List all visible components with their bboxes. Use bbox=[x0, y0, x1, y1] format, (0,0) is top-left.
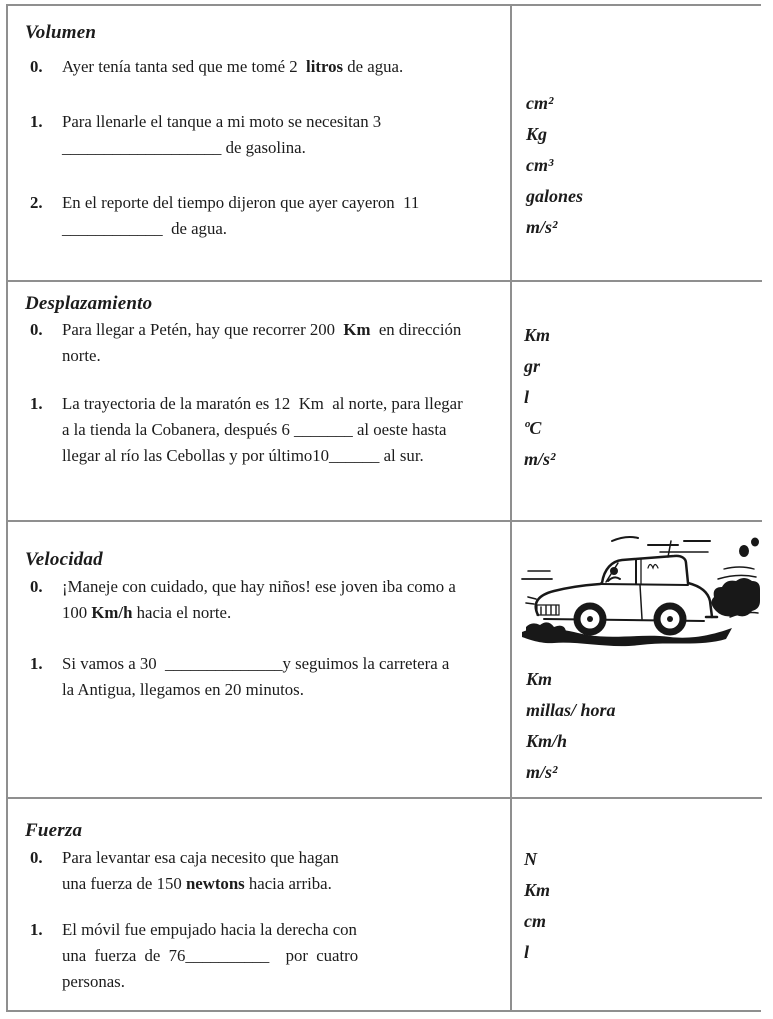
question-body bbox=[62, 317, 508, 369]
question bbox=[25, 574, 506, 626]
question-body bbox=[62, 109, 506, 161]
question-number: 2. bbox=[30, 193, 43, 212]
unit-options-list bbox=[524, 320, 760, 475]
text-segment: 100 bbox=[62, 603, 92, 622]
section-volumen bbox=[8, 6, 512, 282]
question-line: Para levantar esa caja necesito que hagan bbox=[62, 848, 339, 867]
question-body bbox=[62, 391, 508, 469]
text-segment: Ayer tenía tanta sed que me tomé 2 bbox=[62, 57, 307, 76]
section-title-volumen: Volumen bbox=[25, 22, 97, 43]
question-line: En el reporte del tiempo dijeron que ayer cayeron 11 bbox=[62, 193, 420, 212]
unit-option: galones bbox=[526, 186, 584, 206]
unit-option: Km/h bbox=[526, 731, 568, 751]
question-line: El móvil fue empujado hacia la derecha con bbox=[62, 920, 357, 939]
question bbox=[25, 54, 506, 80]
section-fuerza bbox=[8, 799, 512, 1010]
answer-unit-bold: Km bbox=[343, 320, 371, 339]
section-title-fuerza: Fuerza bbox=[25, 820, 83, 841]
question-number: 1. bbox=[30, 920, 43, 939]
question-body bbox=[62, 651, 506, 703]
unit-option: m/s² bbox=[526, 762, 558, 782]
answer-unit-bold: litros bbox=[306, 57, 344, 76]
question-line-with-blank: llegar al río las Cebollas y por último10______ al sur. bbox=[62, 446, 424, 465]
question-line-with-blank: a la tienda la Cobanera, después 6 _______ al oeste hasta bbox=[62, 420, 447, 439]
question-line: personas. bbox=[62, 972, 125, 991]
question bbox=[25, 190, 506, 242]
answer-unit-bold: Km/h bbox=[91, 603, 133, 622]
question bbox=[25, 317, 508, 369]
section-velocidad bbox=[8, 522, 512, 799]
question-line: ¡Maneje con cuidado, que hay niños! ese joven iba como a bbox=[62, 577, 456, 596]
question-line: Para llenarle el tanque a mi moto se necesitan 3 bbox=[62, 112, 382, 131]
question-line-with-blank: Si vamos a 30 ______________y seguimos la carretera a bbox=[62, 654, 450, 673]
question-line-with-blank: una fuerza de 76__________ por cuatro bbox=[62, 946, 359, 965]
unit-option: cm bbox=[524, 911, 546, 931]
unit-options-list bbox=[516, 664, 760, 788]
question-number: 0. bbox=[30, 57, 43, 76]
unit-option: Km bbox=[524, 325, 551, 345]
speeding-car-sketch-image bbox=[520, 529, 760, 653]
unit-option: l bbox=[524, 387, 530, 407]
text-segment: Para llegar a Petén, hay que recorrer 200 bbox=[62, 320, 344, 339]
question-body bbox=[62, 54, 506, 80]
question-number: 1. bbox=[30, 394, 43, 413]
unit-option: m/s² bbox=[524, 449, 556, 469]
unit-option: millas/ hora bbox=[526, 700, 616, 720]
unit-options-velocidad bbox=[512, 522, 762, 799]
unit-option: gr bbox=[524, 356, 541, 376]
units-worksheet-table bbox=[6, 4, 761, 1012]
question-line bbox=[62, 54, 506, 80]
question bbox=[25, 845, 506, 897]
answer-unit-bold: newtons bbox=[185, 874, 245, 893]
unit-options-volumen bbox=[512, 6, 762, 282]
question-line: La trayectoria de la maratón es 12 Km al norte, para llegar bbox=[62, 394, 463, 413]
unit-option: Kg bbox=[526, 124, 548, 144]
section-title-velocidad: Velocidad bbox=[25, 549, 103, 570]
unit-option: Km bbox=[524, 880, 551, 900]
text-segment: de agua. bbox=[343, 57, 404, 76]
text-segment: en dirección bbox=[370, 320, 462, 339]
unit-option: Km bbox=[526, 669, 553, 689]
section-title-desplazamiento: Desplazamiento bbox=[25, 293, 153, 314]
question-number: 0. bbox=[30, 577, 43, 596]
question-line bbox=[62, 317, 508, 343]
unit-option: ºC bbox=[524, 418, 542, 438]
unit-option: cm² bbox=[526, 93, 554, 113]
section-desplazamiento bbox=[8, 282, 512, 522]
question-number: 0. bbox=[30, 848, 43, 867]
unit-option: m/s² bbox=[526, 217, 558, 237]
unit-options-list bbox=[524, 844, 760, 968]
question-body bbox=[62, 845, 506, 897]
text-segment: una fuerza de 150 bbox=[62, 874, 186, 893]
unit-option: N bbox=[524, 849, 537, 869]
question-line bbox=[62, 600, 506, 626]
question-body bbox=[62, 190, 506, 242]
question-line-with-blank: ___________________ de gasolina. bbox=[62, 138, 306, 157]
question-number: 0. bbox=[30, 320, 43, 339]
unit-options-fuerza bbox=[512, 799, 762, 1010]
question-body bbox=[62, 574, 506, 626]
question-line-with-blank: ____________ de agua. bbox=[62, 219, 227, 238]
text-segment: hacia arriba. bbox=[244, 874, 332, 893]
question-line: la Antigua, llegamos en 20 minutos. bbox=[62, 680, 304, 699]
question bbox=[25, 109, 506, 161]
unit-option: cm³ bbox=[526, 155, 554, 175]
question-number: 1. bbox=[30, 112, 43, 131]
unit-options-list bbox=[526, 88, 760, 243]
question-line: norte. bbox=[62, 346, 101, 365]
question-number: 1. bbox=[30, 654, 43, 673]
question bbox=[25, 391, 508, 469]
question-body bbox=[62, 917, 506, 995]
unit-option: l bbox=[524, 942, 530, 962]
unit-options-desplazamiento bbox=[512, 282, 762, 522]
question-line bbox=[62, 871, 506, 897]
question bbox=[25, 651, 506, 703]
question bbox=[25, 917, 506, 995]
text-segment: hacia el norte. bbox=[132, 603, 232, 622]
